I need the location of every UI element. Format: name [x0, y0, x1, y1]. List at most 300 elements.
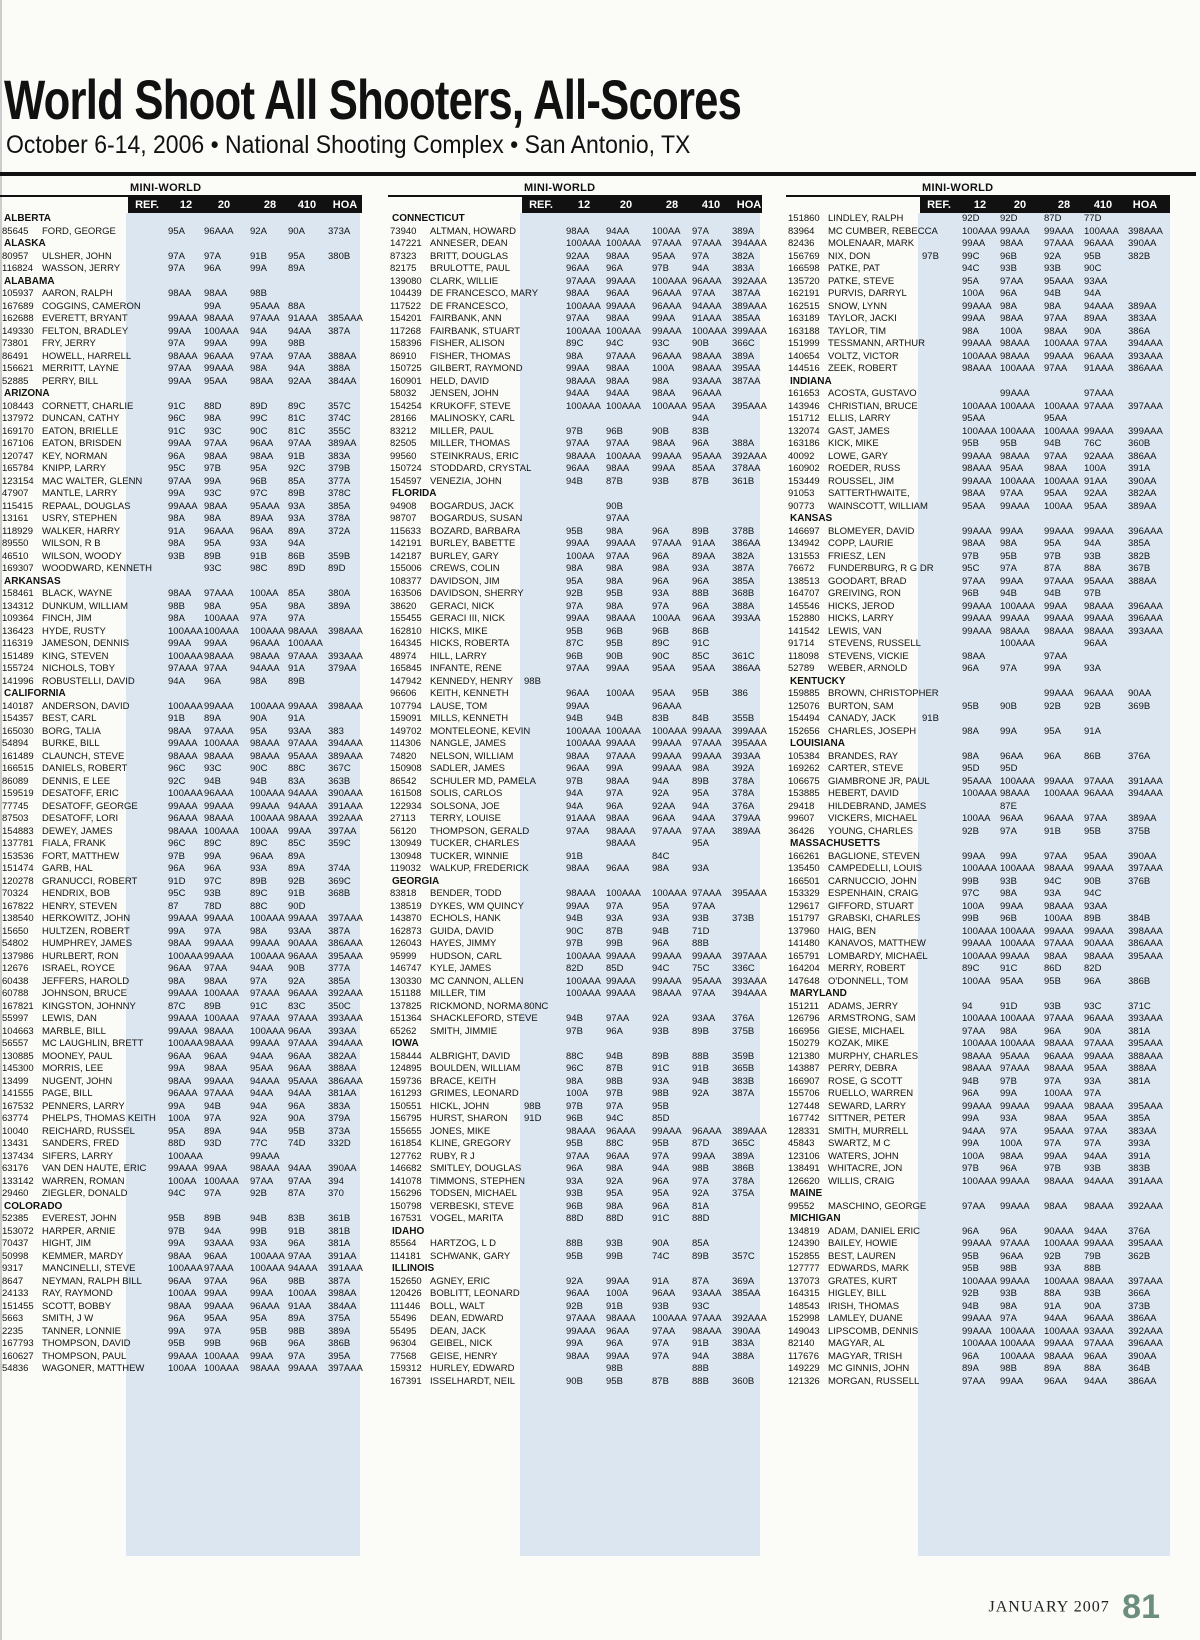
score-cell: 96C: [168, 838, 186, 849]
shooter-name: LOWE, GARY: [828, 450, 889, 462]
score-cell: 95A: [204, 538, 221, 549]
score-cell: 99AA: [1000, 1375, 1024, 1387]
score-cell: 99AAA: [962, 938, 992, 949]
shooter-row: [786, 1138, 1170, 1151]
score-cell: 100AAA: [1044, 788, 1079, 799]
shooter-id: 139080: [390, 275, 422, 287]
shooter-name: ROBUSTELLI, DAVID: [42, 675, 135, 687]
score-cell: 94B: [1044, 288, 1061, 299]
score-cell: 98A: [652, 863, 669, 874]
score-cell: 96C: [566, 1063, 584, 1074]
score-cell: 94AAA: [250, 663, 280, 674]
score-cell: 94A: [692, 263, 709, 274]
score-cell: 381A: [1128, 1025, 1151, 1037]
score-cell: 95B: [606, 588, 623, 599]
score-cell: 98AA: [566, 288, 590, 299]
shooter-id: 104439: [390, 288, 422, 299]
shooter-id: 54894: [2, 738, 29, 749]
score-cell: 363B: [328, 775, 351, 787]
score-cell: 376B: [1128, 875, 1151, 887]
shooter-name: WATERS, JOHN: [828, 1150, 899, 1162]
score-cell: 100AAA: [204, 625, 239, 637]
shooter-id: 55496: [390, 1313, 417, 1324]
score-cell: 92A: [566, 1275, 583, 1287]
shooter-id: 115415: [2, 500, 33, 512]
score-cell: 96A: [962, 1350, 979, 1362]
score-cell: 100AAA: [204, 1350, 239, 1362]
score-cell: 89B: [288, 488, 305, 499]
shooter-id: 123154: [2, 475, 34, 487]
shooter-id: 117676: [788, 1350, 819, 1362]
shooter-id: 134942: [788, 538, 820, 549]
score-cell: 397AAA: [328, 913, 363, 924]
shooter-id: 116319: [2, 638, 33, 649]
score-cell: 386AAA: [328, 938, 363, 949]
shooter-id: 137781: [2, 838, 34, 849]
score-cell: 97AAA: [1084, 388, 1114, 399]
score-cell: 100AAA: [962, 1175, 997, 1187]
score-cell: 98AAA: [652, 988, 682, 999]
score-cell: 97AAA: [606, 350, 636, 362]
score-cell: 100AAA: [652, 725, 687, 737]
score-cell: 100AAA: [250, 950, 285, 962]
score-cell: 96A: [606, 1025, 623, 1037]
shooter-name: COPP, LAURIE: [828, 538, 894, 549]
shooter-id: 52789: [788, 663, 815, 674]
shooter-id: 161854: [390, 1138, 422, 1149]
shooter-name: BAILEY, HOWIE: [828, 1238, 898, 1249]
score-cell: 100AAA: [168, 1150, 203, 1162]
shooter-name: SMITH, J W: [42, 1313, 94, 1324]
score-cell: 89A: [1044, 1363, 1061, 1374]
score-cell: 97AA: [250, 1175, 274, 1187]
score-cell: 89A: [288, 525, 305, 537]
score-cell: 378A: [732, 1175, 755, 1187]
shooter-id: 114306: [390, 738, 421, 749]
shooter-row: [786, 326, 1170, 339]
score-cell: 100AAA: [204, 325, 239, 337]
shooter-name: HICKS, ROBERTA: [430, 638, 510, 649]
score-cell: 98A: [1000, 1025, 1017, 1037]
shooter-id: 15650: [2, 925, 29, 937]
shooter-name: DAVIDSON, JIM: [430, 575, 500, 587]
score-cell: 392AAA: [1128, 1200, 1163, 1212]
score-cell: 375A: [328, 1313, 351, 1324]
shooter-row: [388, 426, 762, 439]
shooter-id: 60438: [2, 975, 29, 987]
score-cell: 89AA: [250, 513, 274, 524]
shooter-id: 36426: [788, 825, 815, 837]
shooter-row: [388, 888, 767, 901]
score-cell: 100AA: [962, 813, 991, 824]
score-cell: 98AAA: [606, 1313, 636, 1324]
shooter-name: JONES, MIKE: [430, 1125, 491, 1137]
score-cell: 97AAA: [652, 238, 682, 249]
shooter-row: [786, 601, 1170, 614]
score-cell: 97A: [652, 1150, 669, 1162]
score-cell: 100AAA: [566, 975, 601, 987]
score-cell: 382A: [732, 250, 755, 262]
shooter-row: [0, 251, 362, 264]
score-cell: 97AA: [1084, 1125, 1108, 1137]
shooter-id: 54836: [2, 1363, 29, 1374]
score-cell: 97B: [566, 1025, 583, 1037]
shooter-id: 107794: [390, 700, 422, 712]
score-cell: 99AAA: [692, 725, 722, 737]
shooter-id: 148543: [788, 1300, 820, 1312]
shooter-name: MC LAUGHLIN, BRETT: [42, 1038, 144, 1049]
score-cell: 369B: [1128, 700, 1151, 712]
shooter-row: [388, 1338, 762, 1351]
score-cell: 97A: [204, 1188, 221, 1199]
score-cell: 385A: [328, 500, 351, 512]
shooter-id: 50998: [2, 1250, 29, 1262]
score-cell: 98AAA: [606, 613, 636, 624]
shooter-id: 45843: [788, 1138, 815, 1149]
shooter-id: 91053: [788, 488, 815, 499]
score-cell: 93C: [1084, 1000, 1102, 1012]
score-cell: 99AAA: [606, 950, 636, 962]
score-cell: 99AAA: [288, 1363, 318, 1374]
score-cell: 89B: [204, 1213, 221, 1224]
shooter-id: 141996: [2, 675, 34, 687]
score-cell: 97AAA: [204, 1263, 234, 1274]
shooter-name: LEWIS, DAN: [42, 1013, 97, 1024]
score-cell: 94C: [1044, 875, 1062, 887]
shooter-name: TESSMANN, ARTHUR: [828, 338, 925, 349]
score-cell: 100AAA: [962, 950, 997, 962]
score-cell: 89B: [204, 550, 221, 562]
score-cell: 88D: [606, 1213, 624, 1224]
score-cell: 99AAA: [652, 750, 682, 762]
shooter-name: DE FRANCESCO,: [430, 300, 509, 312]
score-cell: 100AA: [1044, 913, 1073, 924]
shooter-name: BAGLIONE, STEVEN: [828, 850, 920, 862]
score-cell: 100AAA: [250, 913, 285, 924]
shooter-name: MILLS, KENNETH: [430, 713, 509, 724]
score-cell: 383AA: [1128, 1125, 1157, 1137]
score-cell: 95AAA: [288, 1075, 318, 1087]
shooter-row: [388, 376, 762, 389]
shooter-id: 95999: [390, 950, 417, 962]
shooter-id: 127448: [788, 1100, 820, 1112]
shooter-name: DENNIS, E LEE: [42, 775, 111, 787]
shooter-row: [786, 538, 1170, 551]
shooter-row: [0, 963, 362, 976]
score-cell: 93A: [652, 588, 669, 599]
shooter-row: [0, 663, 362, 676]
shooter-row: [0, 1076, 362, 1089]
shooter-name: KRUKOFF, STEVE: [430, 400, 511, 412]
score-cell: 97AAA: [566, 275, 596, 287]
shooter-id: 169170: [2, 425, 34, 437]
score-cell: 97AA: [652, 1325, 676, 1337]
shooter-id: 111446: [390, 1300, 421, 1312]
shooter-name: BLOMEYER, DAVID: [828, 525, 915, 537]
score-cell: 100AA: [250, 825, 279, 837]
score-cell: 99AAA: [1000, 388, 1030, 399]
state-heading: LOUISIANA: [790, 738, 845, 749]
shooter-name: WHITACRE, JON: [828, 1163, 903, 1174]
shooter-name: USRY, STEPHEN: [42, 513, 118, 524]
score-cell: 93AAA: [204, 1238, 234, 1249]
score-cell: 99AAA: [1044, 925, 1074, 937]
shooter-row: [388, 438, 762, 451]
score-cell: 98AA: [1044, 1113, 1068, 1124]
score-cell: 99AAA: [1084, 525, 1114, 537]
score-cell: 93A: [288, 500, 305, 512]
score-cell: 379AA: [328, 663, 357, 674]
shooter-name: DANIELS, ROBERT: [42, 763, 128, 774]
score-cell: 87C: [168, 1000, 186, 1012]
shooter-row: [0, 326, 362, 339]
score-cell: 98AAA: [288, 813, 318, 824]
score-cell: 97AAA: [692, 238, 722, 249]
score-cell: 98AA: [606, 250, 630, 262]
shooter-id: 118929: [2, 525, 33, 537]
shooter-id: 153329: [788, 888, 820, 899]
shooter-name: THOMPSON, DAVID: [42, 1338, 131, 1349]
score-cell: 99AAA: [606, 738, 636, 749]
score-cell: 100AAA: [566, 400, 601, 412]
score-cell: 386AA: [1128, 1375, 1157, 1387]
score-cell: 395A: [328, 1350, 351, 1362]
score-cell: 98B: [250, 288, 267, 299]
shooter-id: 128331: [788, 1125, 820, 1137]
score-cell: 94AA: [606, 388, 630, 399]
score-cell: 393AA: [328, 1025, 357, 1037]
score-cell: 97B: [962, 550, 979, 562]
score-cell: 100AAA: [566, 325, 601, 337]
score-cell: 96A: [1044, 1025, 1061, 1037]
score-cell: 367B: [1128, 563, 1151, 574]
score-cell: 371C: [1128, 1000, 1151, 1012]
score-cell: 100AAA: [1000, 1013, 1035, 1024]
score-cell: 357C: [732, 1250, 755, 1262]
column-heading: HOA: [332, 199, 358, 211]
shooter-row: [786, 1163, 1170, 1176]
state-heading: KENTUCKY: [790, 675, 846, 687]
score-cell: 99A: [204, 850, 221, 862]
column-heading: REF.: [135, 199, 159, 211]
shooter-name: WILLIS, CRAIG: [828, 1175, 895, 1187]
score-cell: 96AA: [288, 1050, 312, 1062]
score-cell: 94AA: [288, 1163, 312, 1174]
shooter-row: [786, 338, 1170, 351]
score-cell: 90B: [288, 963, 305, 974]
score-cell: 98B: [288, 338, 305, 349]
score-cell: 393AAA: [1128, 1013, 1163, 1024]
score-cell: 96A: [652, 575, 669, 587]
shooter-row: [0, 1301, 362, 1314]
score-cell: 98AAA: [606, 825, 636, 837]
shooter-row: [786, 813, 1170, 826]
score-cell: 98AAA: [1000, 350, 1030, 362]
score-cell: 93C: [204, 425, 222, 437]
score-cell: 91B: [250, 250, 267, 262]
shooter-id: 166956: [788, 1025, 820, 1037]
shooter-id: 117522: [390, 300, 421, 312]
shooter-row: [786, 976, 1170, 989]
score-cell: 94A: [1084, 538, 1101, 549]
shooter-name: BEST, LAUREN: [828, 1250, 896, 1262]
shooter-name: SIFERS, LARRY: [42, 1150, 114, 1162]
shooter-name: MC CANNON, ALLEN: [430, 975, 524, 987]
score-cell: 390AA: [1128, 475, 1157, 487]
score-cell: 98A: [606, 575, 623, 587]
shooter-name: TAYLOR, JACKI: [828, 313, 897, 324]
score-cell: 89D: [250, 400, 268, 412]
score-cell: 394: [328, 1175, 344, 1187]
score-cell: 99AAA: [962, 475, 992, 487]
score-cell: 98A: [652, 563, 669, 574]
score-cell: 89C: [652, 638, 670, 649]
score-cell: 94C: [606, 1113, 624, 1124]
state-heading: CALIFORNIA: [4, 688, 66, 699]
score-cell: 388AA: [1128, 1063, 1157, 1074]
shooter-id: 85645: [2, 225, 29, 237]
shooter-id: 137960: [788, 925, 820, 937]
score-cell: 388A: [732, 600, 755, 612]
shooter-name: ALBRIGHT, DAVID: [430, 1050, 511, 1062]
shooter-row: [786, 413, 1170, 426]
shooter-name: CORNETT, CHARLIE: [42, 400, 134, 412]
shooter-id: 82436: [788, 238, 815, 249]
score-cell: 387A: [732, 563, 755, 574]
score-cell: 90A: [288, 225, 305, 237]
score-cell: 91A: [288, 663, 305, 674]
shooter-id: 13499: [2, 1075, 29, 1087]
shooter-name: REPAAL, DOUGLAS: [42, 500, 131, 512]
score-cell: 95AAA: [1044, 275, 1074, 287]
shooter-name: MASCHINO, GEORGE: [828, 1200, 927, 1212]
score-cell: 96AA: [606, 863, 630, 874]
score-cell: 96AA: [250, 525, 274, 537]
shooter-row: [786, 1251, 1170, 1264]
score-cell: 99AAA: [652, 975, 682, 987]
shooter-row: [786, 938, 1170, 951]
shooter-name: HEBERT, DAVID: [828, 788, 899, 799]
score-cell: 98AAA: [250, 650, 280, 662]
score-cell: 100AAA: [566, 738, 601, 749]
shooter-id: 73940: [390, 225, 417, 237]
score-cell: 99AAA: [204, 1075, 234, 1087]
mini-world-label: MINI-WORLD: [130, 182, 202, 194]
shooter-row: [388, 1376, 762, 1389]
score-cell: 91B: [1044, 825, 1061, 837]
score-cell: 389A: [328, 600, 351, 612]
score-cell: 99AAA: [652, 325, 682, 337]
score-cell: 393AAA: [328, 650, 363, 662]
shooter-name: BURTON, SAM: [828, 700, 894, 712]
score-cell: 97AAA: [1084, 775, 1114, 787]
shooter-id: 140654: [788, 350, 820, 362]
shooter-row: [0, 501, 362, 514]
score-cell: 95A: [250, 725, 267, 737]
shooter-id: 122934: [390, 800, 422, 812]
score-cell: 99AAA: [1044, 225, 1074, 237]
score-cell: 384B: [1128, 913, 1151, 924]
shooter-name: ESPENHAIN, CRAIG: [828, 888, 919, 899]
score-cell: 97A: [692, 225, 709, 237]
score-cell: 397AAA: [1128, 863, 1163, 874]
score-cell: 382AA: [328, 1050, 357, 1062]
shooter-name: MAC WALTER, GLENN: [42, 475, 143, 487]
state-heading: CONNECTICUT: [392, 213, 465, 224]
shooter-id: 126796: [788, 1013, 820, 1024]
score-cell: 97AA: [1000, 488, 1024, 499]
shooter-row: [0, 913, 362, 926]
shooter-row: [388, 576, 762, 589]
score-cell: 91C: [250, 1000, 268, 1012]
shooter-name: GERACI, NICK: [430, 600, 495, 612]
score-cell: 93B: [566, 1188, 583, 1199]
shooter-id: 167822: [2, 900, 34, 912]
shooter-row: [388, 450, 767, 464]
score-cell: 99B: [606, 938, 623, 949]
shooter-id: 156795: [390, 1113, 422, 1124]
score-cell: 398AAA: [328, 700, 363, 712]
score-cell: 96A: [652, 1175, 669, 1187]
score-cell: 99AAA: [962, 1100, 992, 1112]
score-cell: 94A: [692, 413, 709, 424]
score-cell: 98AAA: [250, 750, 280, 762]
shooter-row: [786, 1376, 1170, 1389]
shooter-row: [0, 488, 362, 501]
score-cell: 99AAA: [652, 950, 682, 962]
shooter-row: [786, 526, 1170, 539]
column-heading: 20: [217, 199, 231, 211]
shooter-name: VOLTZ, VICTOR: [828, 350, 899, 362]
score-cell: 95AAA: [250, 300, 280, 312]
score-cell: 98AA: [250, 450, 274, 462]
shooter-row: [0, 901, 362, 914]
score-cell: 98A: [1000, 300, 1017, 312]
score-cell: 100A: [1000, 325, 1023, 337]
shooter-row: [388, 526, 762, 539]
shooter-name: FRIESZ, LEN: [828, 550, 886, 562]
score-cell: 359C: [328, 838, 351, 849]
shooter-name: MOLENAAR, MARK: [828, 238, 915, 249]
shooter-row: [388, 601, 762, 614]
shooter-row: [786, 351, 1170, 364]
column-heading: HOA: [1132, 199, 1158, 211]
score-cell: 100AAA: [962, 925, 997, 937]
score-cell: 99AAA: [168, 1025, 198, 1037]
page-title: World Shoot All Shooters, All-Scores: [4, 68, 742, 131]
score-cell: 389AA: [1128, 300, 1157, 312]
shooter-row: [0, 526, 362, 539]
shooter-name: ZIEGLER, DONALD: [42, 1188, 128, 1199]
shooter-name: PURVIS, DARRYL: [828, 288, 907, 299]
score-cell: 97B: [566, 1100, 583, 1112]
score-cell: 99AAA: [606, 988, 636, 999]
score-cell: 99B: [606, 1250, 623, 1262]
state-heading: KANSAS: [790, 513, 833, 524]
shooter-id: 147942: [390, 675, 422, 687]
shooter-row: [786, 851, 1170, 864]
shooter-id: 124390: [788, 1238, 820, 1249]
shooter-row: [0, 363, 362, 376]
score-cell: 94AA: [250, 1088, 274, 1099]
score-cell: 397AAA: [328, 1363, 363, 1374]
score-cell: 98AAA: [204, 1038, 234, 1049]
shooter-row: [388, 501, 762, 514]
score-cell: 96AA: [652, 813, 676, 824]
score-cell: 95AA: [1044, 413, 1068, 424]
shooter-row: [388, 826, 762, 839]
score-cell: 96AAA: [204, 350, 234, 362]
